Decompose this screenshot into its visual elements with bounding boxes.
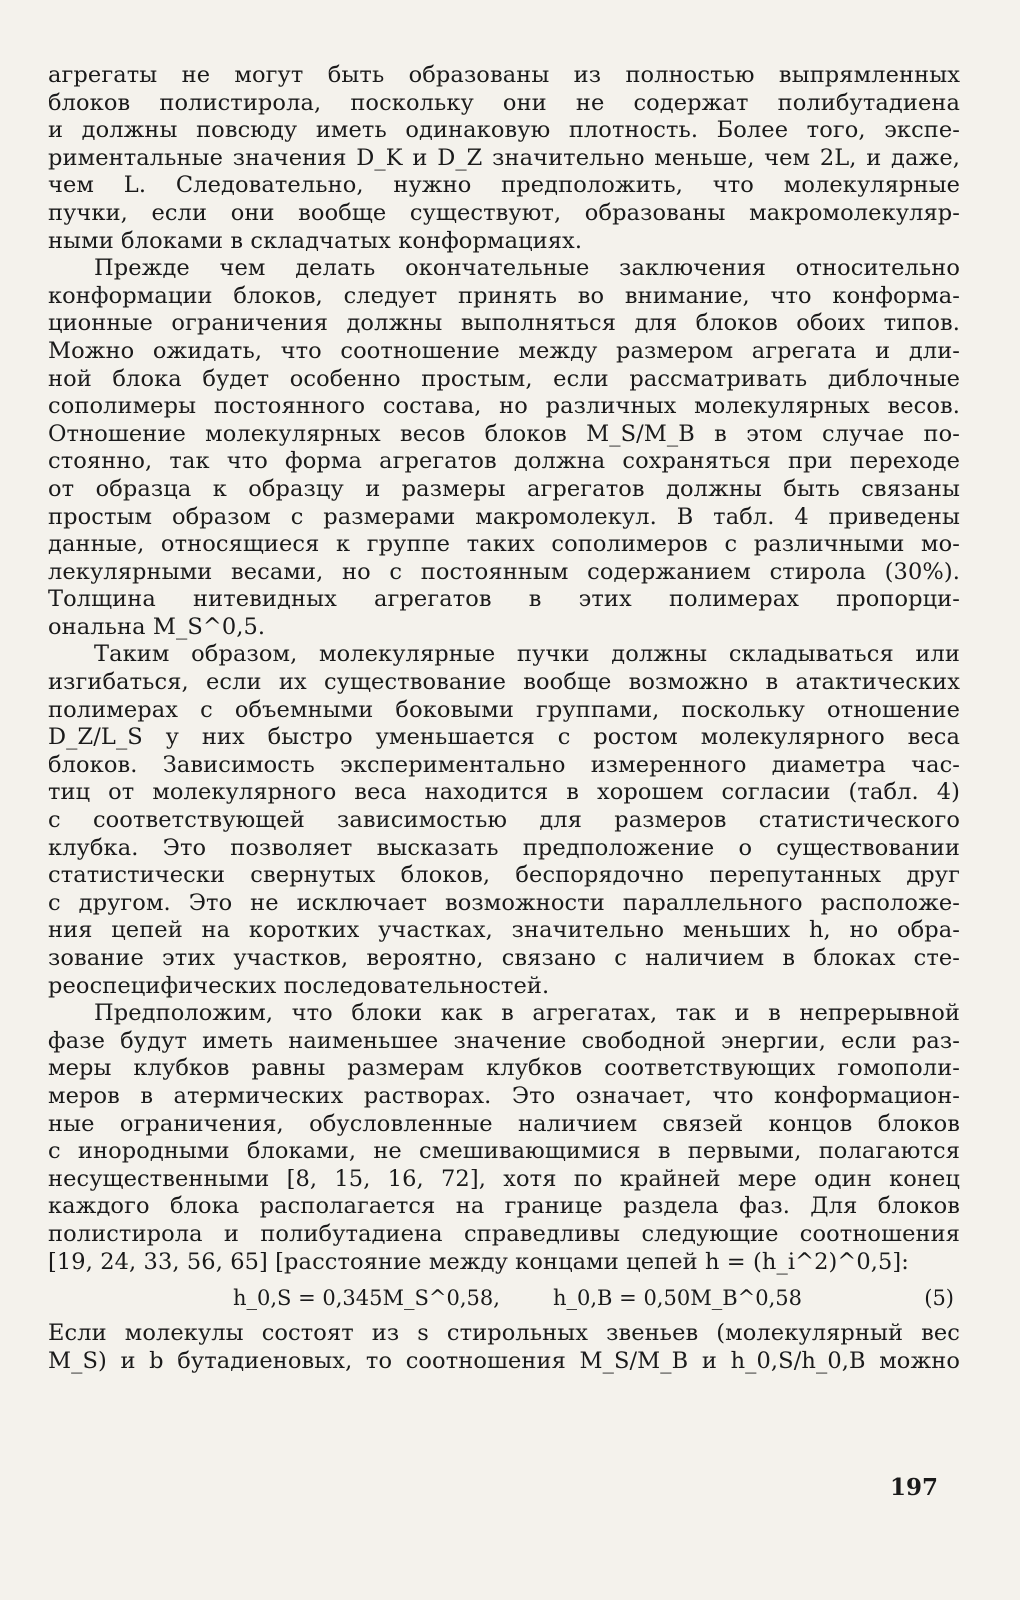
text-line: реоспецифических последовательностей. [48,972,550,999]
paragraph-1 [48,62,960,255]
text-line: ционные ограничения должны выполняться для блоков обоих типов. [48,310,960,337]
text-line: зование этих участков, вероятно, связано с наличием в блоках сте- [48,945,960,971]
equation-styrene: h_0,S = 0,345M_S^0,58, [233,1286,500,1311]
text-line: с инородными блоками, не смешивающимися в первыми, полагаются [48,1138,960,1165]
text-line: Предположим, что блоки как в агрегатах, так и в непрерывной [94,1000,960,1027]
text-line: ные ограничения, обусловленные наличием связей концов блоков [48,1110,960,1137]
text-line: стоянно, так что форма агрегатов должна сохраняться при переходе [48,448,960,475]
text-line: чем L. Следовательно, нужно предположить, что молекулярные [48,172,960,199]
text-line: M_S) и b бутадиеновых, то соотношения M_S/M_B и h_0,S/h_0,B можно [48,1347,960,1374]
text-line: полимерах с объемными боковыми группами, поскольку отношение [48,696,960,723]
equation-5 [48,1276,960,1320]
text-line: изгибаться, если их существование вообще возможно в атактических [48,669,960,696]
text-line: Таким образом, молекулярные пучки должны складываться или [94,641,960,668]
text-line: фазе будут иметь наименьшее значение свободной энергии, если раз- [48,1027,960,1054]
text-line: Толщина нитевидных агрегатов в этих полимерах пропорци- [48,586,960,613]
text-line: простым образом с размерами макромолекул. В табл. 4 приведены [48,503,960,530]
text-line: риментальные значения D_K и D_Z значительно меньше, чем 2L, и даже, [48,144,960,171]
page-text [48,62,960,1375]
text-line: каждого блока располагается на границе раздела фаз. Для блоков [48,1193,960,1220]
text-line: ной блока будет особенно простым, если рассматривать диблочные [48,365,960,392]
text-line: с соответствующей зависимостью для размеров статистического [48,807,960,834]
text-line: D_Z/L_S у них быстро уменьшается с ростом молекулярного веса [48,724,960,751]
text-line: меры клубков равны размерам клубков соответствующих гомополи- [48,1055,960,1082]
text-line: Прежде чем делать окончательные заключения относительно [94,255,960,282]
text-line: Если молекулы состоят из s стирольных звеньев (молекулярный вес [48,1320,960,1347]
text-line: блоков полистирола, поскольку они не содержат полибутадиена [48,89,960,116]
text-line: статистически свернутых блоков, беспорядочно перепутанных друг [48,862,960,889]
text-line: с другом. Это не исключает возможности параллельного расположе- [48,889,960,916]
equation-number: (5) [924,1286,954,1311]
text-line: ния цепей на коротких участках, значительно меньших h, но обра- [48,917,960,944]
text-line: ональна M_S^0,5. [48,613,266,640]
text-line: Отношение молекулярных весов блоков M_S/M_B в этом случае по- [48,420,960,447]
paragraph-5 [48,1320,960,1375]
paragraph-3 [48,641,960,1000]
text-line: сополимеры постоянного состава, но различных молекулярных весов. [48,393,960,420]
paragraph-2 [48,255,960,641]
text-line: несущественными [8, 15, 16, 72], хотя по крайней мере один конец [48,1165,960,1192]
text-line: от образца к образцу и размеры агрегатов должны быть связаны [48,475,960,502]
text-line: ными блоками в складчатых конформациях. [48,227,583,254]
text-line: [19, 24, 33, 56, 65] [расстояние между концами цепей h = (h_i^2)^0,5]: [48,1248,909,1275]
equation-butadiene: h_0,B = 0,50M_B^0,58 [553,1286,802,1311]
text-line: меров в атермических растворах. Это означает, что конформацион- [48,1082,960,1109]
text-line: полистирола и полибутадиена справедливы следующие соотношения [48,1220,960,1247]
text-line: клубка. Это позволяет высказать предположение о существовании [48,834,960,861]
text-line: данные, относящиеся к группе таких сополимеров с различными мо- [48,531,960,558]
text-line: блоков. Зависимость экспериментально измеренного диаметра час- [48,751,960,778]
text-line: агрегаты не могут быть образованы из полностью выпрямленных [48,62,960,88]
text-line: конформации блоков, следует принять во внимание, что конформа- [48,282,960,309]
text-line: и должны повсюду иметь одинаковую плотность. Более того, экспе- [48,117,960,144]
page-number: 197 [889,1474,938,1501]
text-line: тиц от молекулярного веса находится в хорошем согласии (табл. 4) [48,779,960,806]
paragraph-4 [48,1000,960,1276]
text-line: Можно ожидать, что соотношение между размером агрегата и дли- [48,337,960,364]
text-line: пучки, если они вообще существуют, образованы макромолекуляр- [48,199,960,226]
text-line: лекулярными весами, но с постоянным содержанием стирола (30%). [48,558,960,585]
